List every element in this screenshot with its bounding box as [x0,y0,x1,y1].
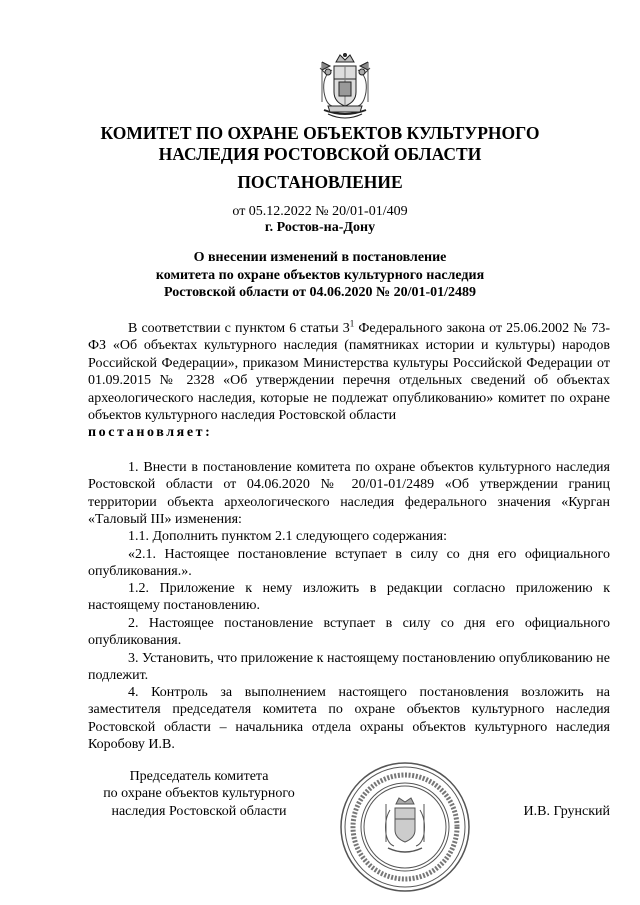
organization-name [60,123,580,165]
clause-1-2: 1.2. Приложение к нему изложить в редакции согласно приложению к настоящему постановлению. [88,581,610,614]
organization-name-line2: НАСЛЕДИЯ РОСТОВСКОЙ ОБЛАСТИ [158,144,482,164]
coat-of-arms-icon [314,52,376,126]
signatory-name: И.В. Грунский [523,804,610,819]
clause-1-1-quote: «2.1. Настоящее постановление вступает в силу со дня его официального опубликования.». [88,547,610,580]
preamble-paragraph [88,320,610,424]
clause-3: 3. Установить, что приложение к настоящему постановлению опубликованию не подлежит. [88,651,610,684]
decree-word: постановляет: [88,425,213,440]
signatory-position [88,768,310,820]
clause-1: 1. Внести в постановление комитета по охране объектов культурного наследия Ростовской области от 04.06.2020 № 20/01-01/2489 «Об утверждении границ территории объекта археологического наследия федерального значения «Курган «Таловый III» изменения: [88,460,610,528]
organization-name-line1: КОМИТЕТ ПО ОХРАНЕ ОБЪЕКТОВ КУЛЬТУРНОГО [100,123,540,143]
preamble-superscript: 1 [349,318,355,329]
signatory-position-line2: по охране объектов культурного [103,786,295,802]
document-type: ПОСТАНОВЛЕНИЕ [237,172,403,192]
signatory-position-line3: наследия Ростовской области [111,803,287,819]
signatory-position-line1: Председатель комитета [129,769,269,784]
document-title [110,249,530,302]
document-city: г. Ростов-на-Дону [264,220,376,235]
document-title-line2: комитета по охране объектов культурного наследия [155,267,485,283]
document-date-number: от 05.12.2022 № 20/01-01/409 [232,204,408,219]
document-title-line1: О внесении изменений в постановление [193,250,447,265]
clause-1-1: 1.1. Дополнить пунктом 2.1 следующего содержания: [128,529,448,544]
official-seal-icon [338,760,472,894]
clause-2: 2. Настоящее постановление вступает в силу со дня его официального опубликования. [88,616,610,649]
preamble-text-a: В соответствии с пунктом 6 статьи 3 [128,321,350,336]
document-title-line3: Ростовской области от 04.06.2020 № 20/01-01/2489 [163,285,477,300]
preamble-text-b: Федерального закона от 25.06.2002 № 73-ФЗ «Об объектах культурного наследия (памятниках истории и культуры) народов Российской Федерации», приказом Министерства культуры Российской Федерации от 01.09.2015 № 2328 «Об утверждении перечня отдельных сведений об объектах археологического наследия, которые не подлежат опубликованию» комитет по охране объектов культурного наследия Ростовской области [88,321,611,424]
clause-4: 4. Контроль за выполнением настоящего постановления возложить на заместителя председателя комитета по охране объектов культурного наследия Ростовской области – начальника отдела охраны объектов культурного наследия Коробову И.В. [88,685,610,753]
